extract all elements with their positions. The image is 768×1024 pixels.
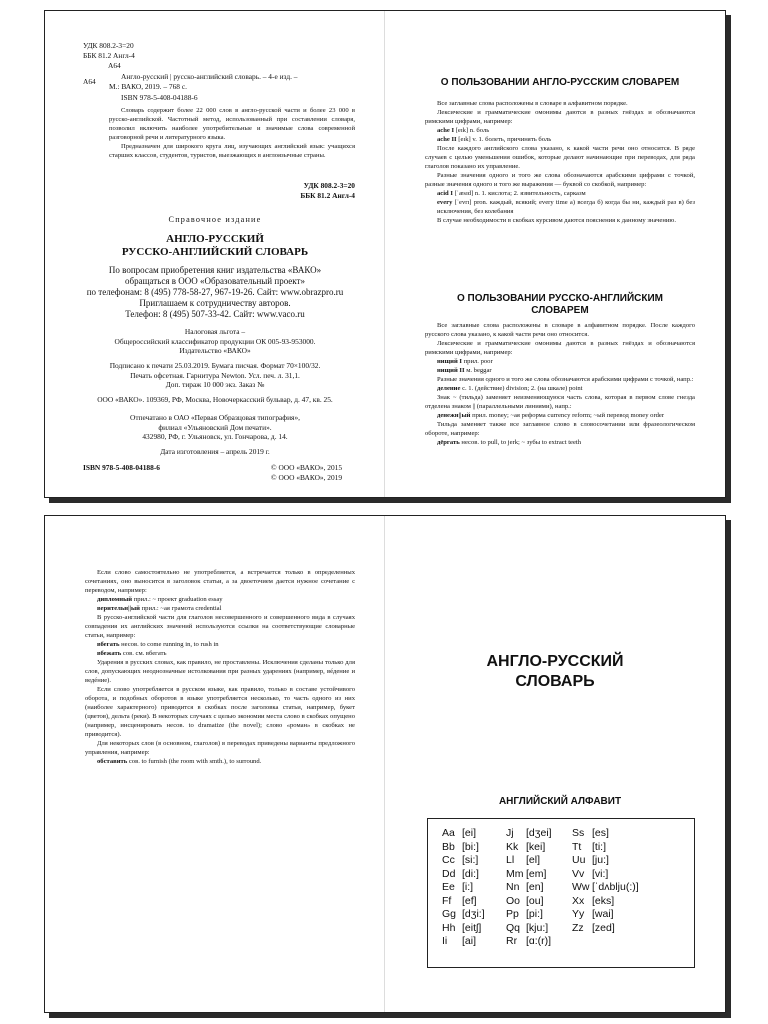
alphabet-letter: Ii [442, 935, 448, 947]
contact-line: Телефон: 8 (495) 507-33-42. Сайт: www.vaco.ru [125, 309, 305, 319]
guide-example [425, 198, 695, 216]
example-headword: вбегать [97, 641, 120, 648]
section-title [425, 652, 685, 692]
alphabet-letter: Tt [572, 840, 582, 853]
catalog-title: Англо-русский | русско-английский словарь. – 4-е изд. – [121, 72, 298, 81]
guide-example [425, 126, 695, 135]
alphabet-pronunciation: [eitʃ] [462, 921, 482, 934]
manufacture-date: Дата изготовления – апрель 2019 г. [160, 447, 270, 456]
guide-paragraph: Лексические и грамматические омонимы даются в разных гнёздах и обозначаются римскими цифрами, например: [425, 340, 695, 356]
alphabet-pronunciation: [i:] [462, 881, 474, 893]
dictionary-intro-spread [44, 515, 726, 1013]
example-headword: верительн||ый [97, 605, 140, 612]
alphabet-pronunciation: [ti:] [592, 840, 607, 853]
guide-example [425, 366, 695, 375]
typography-block [45, 413, 385, 442]
example-headword: деление [437, 385, 461, 392]
print-line: Доп. тираж 10 000 экз. Заказ № [165, 380, 265, 390]
alphabet-letter: Gg [442, 908, 457, 920]
guide-example [425, 384, 695, 393]
example-headword: ache II [437, 136, 457, 143]
print-line: Печать офсетная. Гарнитура Newton. Усл. печ. л. 31,1. [130, 370, 300, 380]
example-headword: дипломный [97, 596, 133, 603]
alphabet-pronunciation: [si:] [462, 854, 479, 866]
alphabet-pronunciation: [el] [526, 854, 541, 866]
alphabet-letter: Nn [506, 881, 520, 893]
bbk-bold: ББК 81.2 Англ-4 [300, 191, 355, 200]
guide-paragraph: Лексические и грамматические омонимы даются в разных гнёздах и обозначаются римскими цифрами, например: [425, 109, 695, 125]
book-title-1: АНГЛО-РУССКИЙ [166, 233, 264, 245]
alphabet-letter: Hh [442, 921, 456, 934]
alphabet-pronunciation: [ɑ:(r)] [526, 935, 552, 947]
alphabet-table [427, 818, 695, 968]
alphabet-pronunciation: [en] [526, 881, 544, 893]
contact-block [45, 265, 385, 320]
example-headword: обставить [97, 758, 128, 765]
guide-ru-text [425, 321, 695, 447]
guide-example [425, 438, 695, 447]
guide-ru-heading [425, 293, 695, 317]
alphabet-letter: Yy [572, 908, 585, 920]
alphabet-pronunciation: [ju:] [592, 854, 609, 866]
guide-paragraph: Тильда заменяет также все заглавное слово в словосочетании или фразеологическом обороте, например: [425, 421, 695, 437]
example-headword: acid I [437, 190, 453, 197]
guide-en-text [425, 99, 695, 225]
alphabet-pronunciation: [bi:] [462, 840, 479, 853]
catalog-code: А64 [83, 77, 96, 86]
guide-paragraph: Если слово употребляется в русском языке, как правило, только в составе устойчивого оборота, и подобных оборотов в языке употребляется несколько, то часть одного из них (наиболее характерного) приводится в скобках после заголовка статьи, например, букет (цветов), дельта (реки). В некоторых случаях с целью экономии места слово в скобках опущено (например, инсценировать несов. to dramatize (the novel); слово «роман» в скобках не приводится). [85, 686, 355, 738]
alphabet-letter: Rr [506, 935, 518, 947]
print-details [45, 361, 385, 390]
publisher-address: ООО «ВАКО». 109369, РФ, Москва, Новочеркасский бульвар, д. 47, кв. 25. [97, 395, 333, 404]
alphabet-letter: Ll [506, 854, 515, 866]
example-headword: вбежать [97, 650, 122, 657]
alphabet-pronunciation: [ˈdʌblju(:)] [592, 881, 639, 893]
example-definition: несов. to pull, to jerk; ~ зубы to extract teeth [459, 439, 582, 446]
imprint-spread [44, 10, 726, 498]
guide-paragraph: Ударения в русских словах, как правило, не проставлены. Исключения сделаны только для слов, допускающих неоднозначные истолкования при разных ударениях (например, вéдение и ведéние). [85, 659, 355, 684]
alphabet-pronunciation: [em] [526, 867, 547, 880]
example-headword: ache I [437, 127, 455, 134]
example-definition: несов. to come running in, to rush in [119, 641, 219, 648]
example-definition: прил. money; ~ая реформа currency reform; ~ый перевод money order [470, 412, 665, 419]
alphabet-letter: Zz [572, 921, 584, 934]
alphabet-letter: Pp [506, 908, 519, 920]
guide-paragraph: Все заглавные слова расположены в словаре в алфавитном порядке. [437, 100, 628, 107]
guide-paragraph: Если слово самостоятельно не употребляется, а встречается только в определенных сочетаниях, оно выносится в заголовок статьи, а за двоеточием дается нужное сочетание с переводом, например: [85, 569, 355, 594]
alphabet-letter: Ss [572, 827, 585, 839]
example-headword: every [437, 199, 453, 206]
guide-example [425, 411, 695, 420]
alphabet-pronunciation: [kju:] [526, 921, 549, 934]
guide-paragraph: Знак ~ (тильда) заменяет неизменяющуюся часть слова, которая в первом слове гнезда отделена знаком || (параллельными линиями), напр.: [425, 394, 695, 410]
example-definition: [eɪk] v. 1. болеть, причинять боль [456, 136, 552, 143]
example-definition: прил.: ~ проект graduation essay [132, 596, 223, 603]
guide-example [85, 649, 355, 658]
alphabet-pronunciation: [eks] [592, 894, 615, 907]
example-headword: нищий I [437, 358, 462, 365]
isbn-bold: ISBN 978-5-408-04188-6 [83, 463, 160, 472]
alphabet-letter: Qq [506, 921, 521, 934]
alphabet-pronunciation: [zed] [592, 921, 615, 934]
alphabet-letter: Oo [506, 894, 521, 907]
contact-line: обращаться в ООО «Образовательный проект» [125, 276, 305, 286]
section-title-page [385, 516, 725, 1012]
example-definition: прил. poor [461, 358, 493, 365]
isbn-line: ISBN 978-5-408-04188-6 [121, 93, 198, 103]
example-headword: нищий II [437, 367, 465, 374]
guide-cont-text [85, 568, 355, 766]
alphabet-letter: Ww [572, 881, 590, 893]
book-description: Словарь содержит более 22 000 слов в англо-русской части и более 23 000 в русско-английской. Частотный метод, использованный при составлении словаря, позволил включить наиболее употребительные и значимые слова современной разговорной речи и литературного языка. [109, 106, 355, 141]
copyright-2019: © ООО «ВАКО», 2019 [271, 473, 343, 482]
alphabet-heading: АНГЛИЙСКИЙ АЛФАВИТ [498, 796, 622, 807]
alphabet-letter: Mm [506, 867, 524, 880]
guide-example [425, 135, 695, 144]
alphabet-pronunciation [592, 935, 644, 947]
guide-example [425, 189, 695, 198]
guide-example [85, 640, 355, 649]
alphabet-letter [572, 935, 592, 947]
alphabet-letter: Ee [442, 881, 455, 893]
imprint-page [45, 11, 385, 497]
guide-paragraph: Для некоторых слов (в основном, глаголов) в переводах приведены варианты предложного управления, например: [85, 740, 355, 756]
tax-line: Издательство «ВАКО» [179, 346, 251, 356]
guide-continued-page [45, 516, 385, 1012]
alphabet-pronunciation: [wai] [592, 908, 614, 920]
alphabet-letter: Xx [572, 894, 585, 907]
author-code: А64 [108, 61, 121, 70]
bbk-code: ББК 81.2 Англ-4 [83, 51, 135, 60]
alphabet-pronunciation: [ei] [462, 827, 477, 839]
alphabet-pronunciation: [dʒi:] [462, 908, 485, 920]
tax-line: Налоговая льгота – [184, 327, 246, 336]
alphabet-letter: Bb [442, 840, 455, 853]
alphabet-letter: Kk [506, 840, 519, 853]
alphabet-letter: Aa [442, 827, 455, 839]
alphabet-pronunciation: [ai] [462, 935, 477, 947]
guide-paragraph: В случае необходимости в скобках курсивом даются пояснения к данному значению. [437, 217, 676, 224]
alphabet-letter: Jj [506, 827, 514, 839]
example-definition: с. 1. (действие) division; 2. (на шкале) point [460, 385, 583, 392]
example-definition: [ˈæsɪd] n. 1. кислота; 2. язвительность, сарказм [452, 190, 586, 197]
alphabet-letter: Ff [442, 894, 452, 907]
book-audience: Предназначен для широкого круга лиц, изучающих английский язык: учащихся старших классов, студентов, туристов, выезжающих в англоязычные страны. [109, 142, 355, 159]
alphabet-pronunciation: [ou] [526, 894, 544, 907]
catalog-entry [109, 72, 355, 160]
example-definition: прил.: ~ая грамота credential [139, 605, 222, 612]
alphabet-pronunciation: [pi:] [526, 908, 543, 920]
contact-line: По вопросам приобретения книг издательства «ВАКО» [108, 265, 322, 275]
alphabet-pronunciation: [es] [592, 827, 609, 839]
usage-guide-page [385, 11, 725, 497]
typography-line: филиал «Ульяновский Дом печати». [158, 422, 272, 432]
example-definition: сов. см. вбегать [121, 650, 167, 657]
example-definition: м. beggar [464, 367, 492, 374]
alphabet-letter: Vv [572, 867, 585, 880]
example-definition: сов. to furnish (the room with smth.), to surround. [127, 758, 262, 765]
guide-example [425, 357, 695, 366]
section-title-line: АНГЛО-РУССКИЙ [486, 653, 624, 670]
guide-example [85, 604, 355, 613]
alphabet-grid [442, 827, 644, 947]
guide-paragraph: После каждого английского слова указано, к какой части речи оно относится. В ряде случаев с целью уменьшения ошибок, которые делают начинающие при переводах, для ряда глаголов показано их управление. [425, 145, 695, 170]
example-headword: дёргать [437, 439, 460, 446]
guide-paragraph: Разные значения одного и того же слова обозначаются арабскими цифрами с точкой, напр.: [437, 376, 694, 383]
section-title-line: СЛОВАРЬ [515, 673, 595, 690]
alphabet-pronunciation: [kei] [526, 840, 546, 853]
guide-en-heading: О ПОЛЬЗОВАНИИ АНГЛО-РУССКИМ СЛОВАРЕМ [440, 77, 680, 88]
example-definition: [ˈevrɪ] pron. каждый, всякий; every time а) всегда б) когда бы ни, каждый раз в) без исключения, без колебания [437, 199, 695, 215]
alphabet-pronunciation: [vi:] [592, 867, 609, 880]
contact-line: по телефонам: 8 (495) 778-58-27, 967-19-26. Сайт: www.obrazpro.ru [86, 287, 344, 297]
udk-bold: УДК 808.2-3=20 [303, 181, 355, 190]
print-line: Подписано к печати 25.03.2019. Бумага писчая. Формат 70×100/32. [109, 361, 321, 370]
guide-example [85, 595, 355, 604]
contact-line: Приглашаем к сотрудничеству авторов. [139, 298, 291, 308]
book-title-2: РУССКО-АНГЛИЙСКИЙ СЛОВАРЬ [121, 246, 309, 258]
tax-line: Общероссийский классификатор продукции ОК 005-93-953000. [114, 336, 316, 346]
example-definition: [eɪk] n. боль [454, 127, 490, 134]
tax-block [45, 327, 385, 356]
alphabet-letter: Dd [442, 867, 456, 880]
edition-type: Справочное издание [168, 215, 262, 224]
guide-ru-heading-line: СЛОВАРЕМ [531, 305, 589, 316]
alphabet-pronunciation: [ef] [462, 894, 477, 907]
typography-line: 432980, РФ, г. Ульяновск, ул. Гончарова, д. 14. [142, 432, 288, 442]
guide-paragraph: Разные значения одного и того же слова обозначаются арабскими цифрами с точкой, разные значения одного и того же выражения — буквой со скобкой, например: [425, 172, 695, 188]
catalog-publisher: М.: ВАКО, 2019. – 768 с. [109, 81, 187, 91]
typography-line: Отпечатано в ОАО «Первая Образцовая типография», [129, 413, 300, 422]
example-headword: денежн||ый [437, 412, 471, 419]
guide-ru-heading-line: О ПОЛЬЗОВАНИИ РУССКО-АНГЛИЙСКИМ [457, 293, 663, 304]
alphabet-letter: Uu [572, 854, 586, 866]
udk-code: УДК 808.2-3=20 [83, 41, 134, 50]
alphabet-pronunciation: [dʒei] [526, 827, 552, 839]
guide-example [85, 757, 355, 766]
guide-paragraph: Все заглавные слова расположены в словаре в алфавитном порядке. После каждого русского слова указано, к какой части речи оно относится. [425, 322, 695, 338]
copyright-2015: © ООО «ВАКО», 2015 [271, 463, 343, 472]
alphabet-letter: Cc [442, 854, 455, 866]
alphabet-pronunciation: [di:] [462, 867, 479, 880]
guide-paragraph: В русско-английской части для глаголов несовершенного и совершенного вида в случаях совпадения их английских значений используются ссылки на соответствующие словарные статьи, например: [85, 614, 355, 639]
